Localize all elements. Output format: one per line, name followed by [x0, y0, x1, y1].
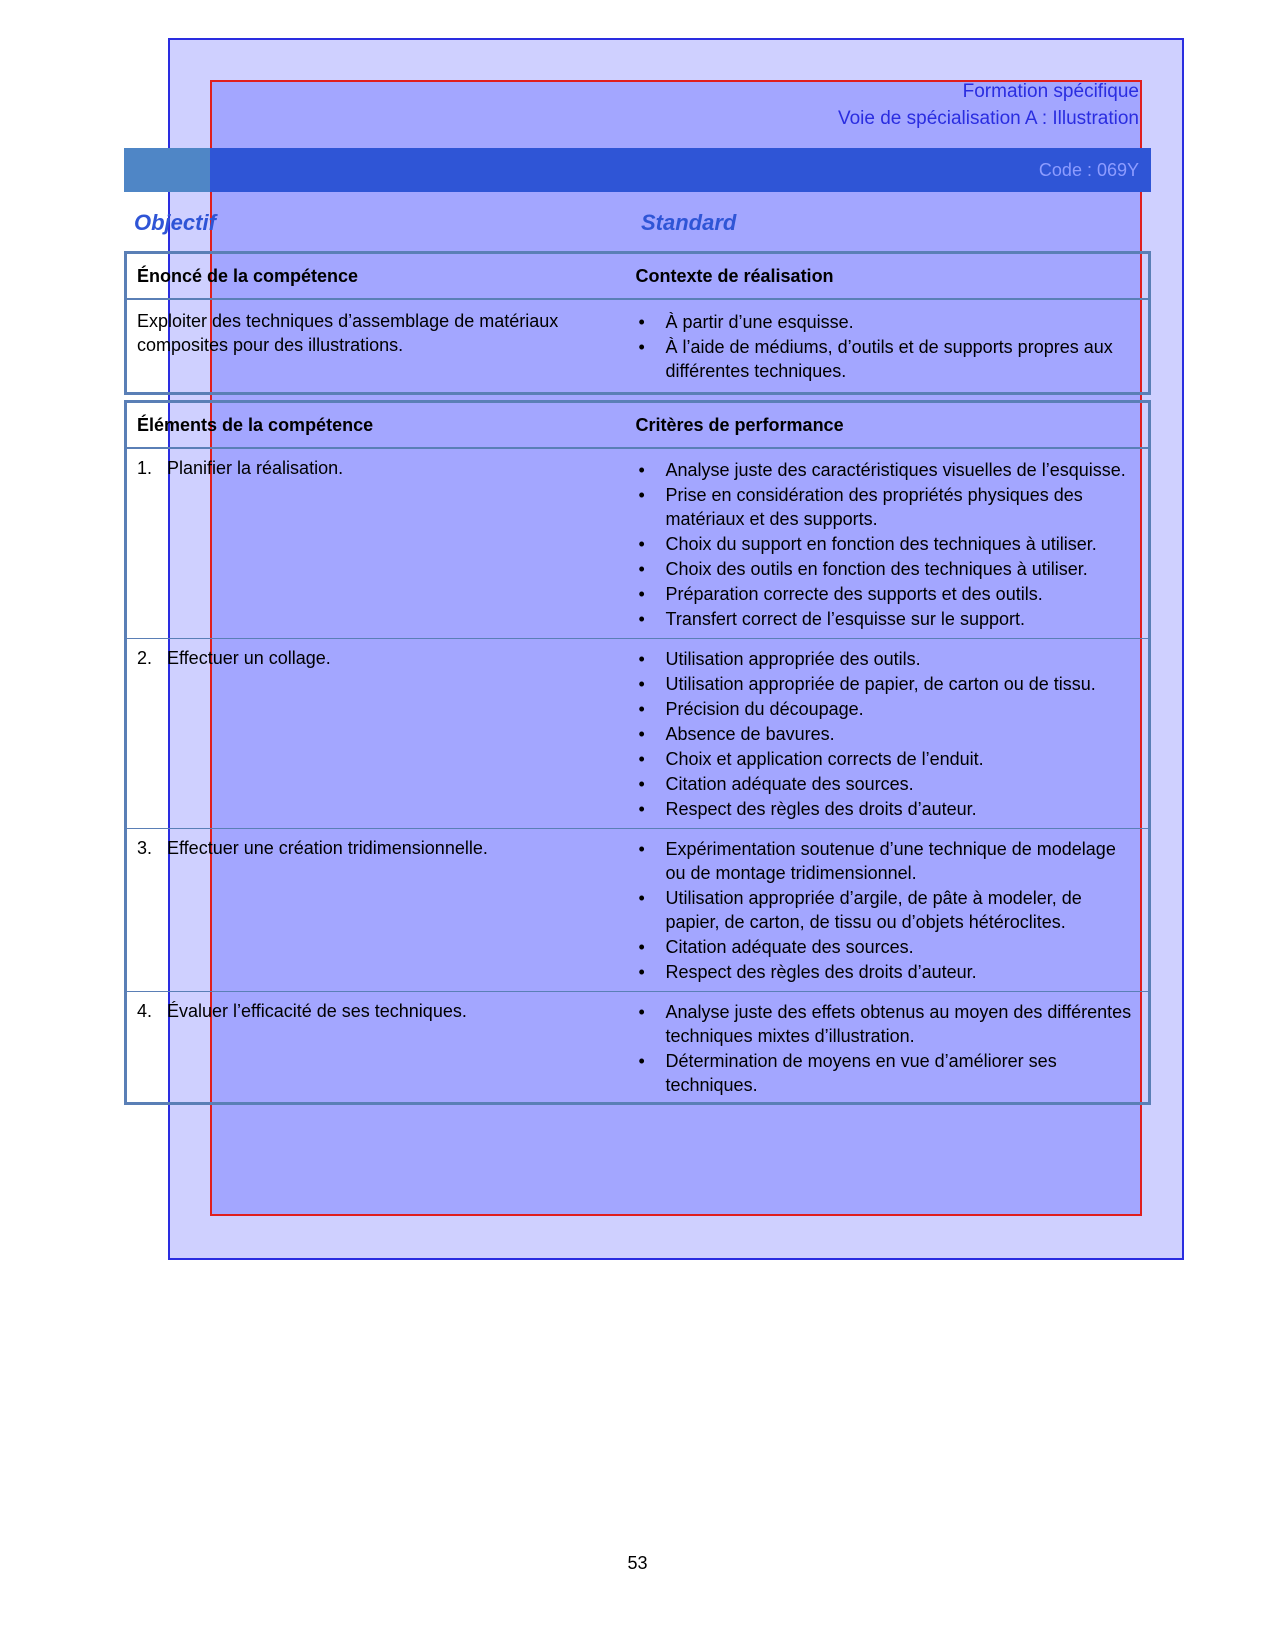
competence-statement: Exploiter des techniques d’assemblage de matériaux composites pour des illustrations. — [137, 311, 559, 355]
criteria-list — [636, 458, 1137, 631]
elements-header: Éléments de la compétence — [126, 402, 636, 449]
competence-row — [126, 299, 1150, 394]
context-list — [636, 310, 1137, 383]
list-item: • Analyse juste des effets obtenus au moyen des différentes techniques mixtes d’illustration. — [636, 1000, 1137, 1048]
list-item: • Expérimentation soutenue d’une technique de modelage ou de montage tridimensionnel. — [636, 837, 1137, 885]
competence-code: Code : 069Y — [1038, 160, 1139, 180]
element-number: 2. — [137, 648, 153, 668]
list-item: • Utilisation appropriée des outils. — [636, 647, 1137, 671]
list-item: • Préparation correcte des supports et des outils. — [636, 582, 1137, 606]
criteria-list — [636, 837, 1137, 984]
header-line-1: Formation spécifique — [962, 81, 1139, 102]
criteria-list — [636, 647, 1137, 821]
table-row — [126, 829, 1150, 992]
list-item: • Choix du support en fonction des techniques à utiliser. — [636, 532, 1137, 556]
list-item: • À partir d’une esquisse. — [636, 310, 1137, 334]
competence-header-row — [126, 253, 1150, 300]
list-item: • Utilisation appropriée d’argile, de pâte à modeler, de papier, de carton, de tissu ou d’objets hétéroclites. — [636, 886, 1137, 934]
list-item: • Citation adéquate des sources. — [636, 935, 1137, 959]
list-item: • Détermination de moyens en vue d’améliorer ses techniques. — [636, 1049, 1137, 1097]
objectif-title: Objectif — [134, 210, 216, 235]
code-banner — [124, 148, 1151, 192]
list-item: • Analyse juste des caractéristiques visuelles de l’esquisse. — [636, 458, 1137, 482]
list-item: • Prise en considération des propriétés physiques des matériaux et des supports. — [636, 483, 1137, 531]
list-item: • Absence de bavures. — [636, 722, 1137, 746]
elements-header-row — [126, 402, 1150, 449]
table-row — [126, 448, 1150, 639]
context-header: Contexte de réalisation — [636, 253, 1150, 300]
criteria-list — [636, 1000, 1137, 1097]
list-item: • Utilisation appropriée de papier, de carton ou de tissu. — [636, 672, 1137, 696]
banner-accent — [124, 148, 210, 192]
list-item: • Choix des outils en fonction des techniques à utiliser. — [636, 557, 1137, 581]
element-label: Évaluer l’efficacité de ses techniques. — [167, 1001, 467, 1021]
header-line-2: Voie de spécialisation A : Illustration — [837, 108, 1139, 129]
element-number: 3. — [137, 838, 153, 858]
elements-table — [124, 400, 1151, 1105]
element-number: 1. — [137, 458, 153, 478]
element-label: Effectuer une création tridimensionnelle. — [167, 838, 488, 858]
list-item: • Respect des règles des droits d’auteur. — [636, 960, 1137, 984]
page-header — [838, 78, 1139, 132]
list-item: • Transfert correct de l’esquisse sur le support. — [636, 607, 1137, 631]
element-label: Effectuer un collage. — [167, 648, 331, 668]
table-row — [126, 992, 1150, 1104]
standard-title: Standard — [641, 210, 737, 235]
list-item: • Respect des règles des droits d’auteur. — [636, 797, 1137, 821]
element-number: 4. — [137, 1001, 153, 1021]
criteria-header: Critères de performance — [636, 402, 1150, 449]
element-label: Planifier la réalisation. — [167, 458, 344, 478]
list-item: • Précision du découpage. — [636, 697, 1137, 721]
page-number: 53 — [627, 1553, 648, 1573]
statement-header: Énoncé de la compétence — [126, 253, 636, 300]
list-item: • Citation adéquate des sources. — [636, 772, 1137, 796]
list-item: • Choix et application corrects de l’enduit. — [636, 747, 1137, 771]
table-row — [126, 639, 1150, 829]
list-item: • À l’aide de médiums, d’outils et de supports propres aux différentes techniques. — [636, 335, 1137, 383]
competence-table — [124, 251, 1151, 395]
